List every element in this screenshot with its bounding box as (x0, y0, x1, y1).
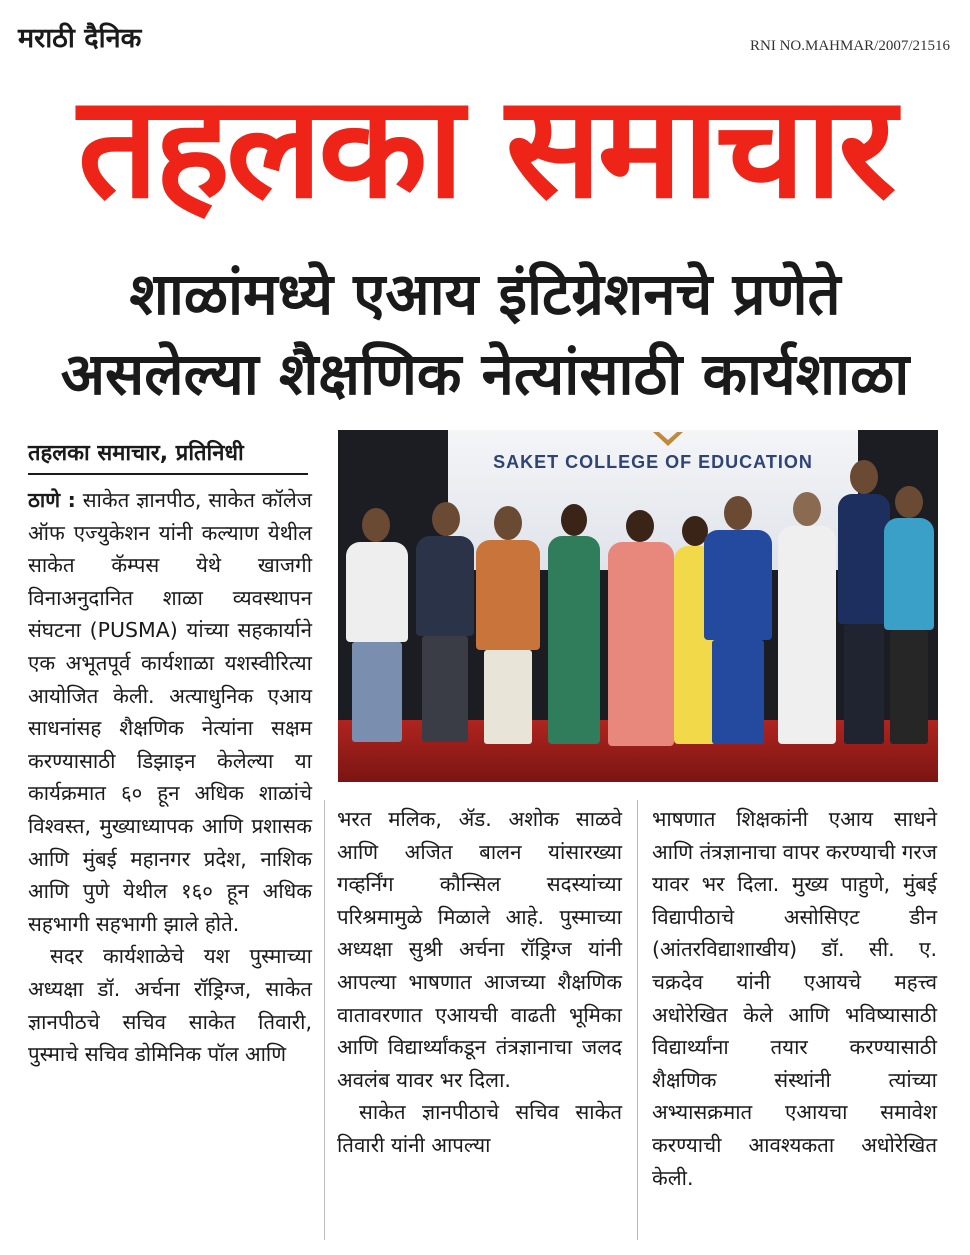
person (604, 510, 678, 748)
paragraph: सदर कार्यशाळेचे यश पुस्माच्या अध्यक्षा डॉ. अर्चना रॉड्रिग्ज, साकेत ज्ञानपीठचे सचिव साकेत तिवारी, पुस्माचे सचिव डोमिनिक पॉल आणि (28, 944, 312, 1067)
person (774, 492, 840, 748)
paragraph-text: साकेत ज्ञानपीठ, साकेत कॉलेज ऑफ एज्युकेशन यांनी कल्याण येथील साकेत कॅम्पस येथे खाजगी विनाअनुदानित शाळा व्यवस्थापन संघटना (PUSMA) यांच्या सहकार्याने एक अभूतपूर्व कार्यशाळा यशस्वीरित्या आयोजित केली. अत्याधुनिक एआय साधनांसह शैक्षणिक नेत्यांना सक्षम करण्यासाठी डिझाइन केलेल्या या कार्यक्रमात ६० हून अधिक शाळांचे विश्वस्त, मुख्याध्यापक आणि प्रशासक आणि मुंबई महानगर प्रदेश, नाशिक आणि पुणे येथील १६० हून अधिक सहभागी सहभागी झाले होते. (28, 488, 312, 936)
headline-line-2: असलेल्या शैक्षणिक नेत्यांसाठी कार्यशाळा (60, 340, 910, 408)
person (544, 504, 604, 748)
paragraph: साकेत ज्ञानपीठाचे सचिव साकेत तिवारी यांनी आपल्या (337, 1100, 622, 1157)
column-divider (637, 800, 638, 1240)
dateline: ठाणे : (28, 488, 76, 512)
article-column-3 (652, 803, 937, 1194)
banner-title: SAKET COLLEGE OF EDUCATION (493, 452, 813, 472)
person (698, 496, 778, 748)
person (342, 508, 412, 748)
rni-number: RNI NO.MAHMAR/2007/21516 (749, 38, 950, 54)
person (472, 506, 544, 748)
newspaper-masthead: तहलका समाचार (77, 65, 893, 230)
newspaper-tagline: मराठी दैनिक (18, 23, 142, 54)
byline: तहलका समाचार, प्रतिनिधी (28, 437, 308, 475)
paragraph: भाषणात शिक्षकांनी एआय साधने आणि तंत्रज्ञानाचा वापर करण्याची गरज यावर भर दिला. मुख्य पाहुणे, मुंबई विद्यापीठाचे असोसिएट डीन (आंतरविद्याशाखीय) डॉ. सी. ए. चक्रदेव यांनी एआयचे महत्त्व अधोरेखित केले आणि भविष्यासाठी विद्यार्थ्यांना तयार करण्यासाठी शैक्षणिक संस्थांनी त्यांच्या अभ्यासक्रमात एआयचा समावेश करण्याची आवश्यकता अधोरेखित केली. (652, 807, 937, 1190)
article-column-1 (28, 484, 312, 1071)
headline-line-1: शाळांमध्ये एआय इंटिग्रेशनचे प्रणेते (129, 260, 841, 328)
person (882, 486, 936, 748)
column-divider (324, 800, 325, 1240)
article-column-2 (337, 803, 622, 1162)
college-logo-icon (653, 432, 683, 448)
event-photo (338, 430, 938, 782)
person (412, 502, 478, 748)
paragraph: भरत मलिक, ॲड. अशोक साळवे आणि अजित बालन यांसारख्या गव्हर्निंग कौन्सिल सदस्यांच्या परिश्रमामुळे मिळाले आहे. पुस्माच्या अध्यक्षा सुश्री अर्चना रॉड्रिग्ज यांनी आपल्या भाषणात आजच्या शैक्षणिक वातावरणात एआयची वाढती भूमिका आणि विद्यार्थ्यांकडून तंत्रज्ञानाचा जलद अवलंब यावर भर दिला. (337, 807, 622, 1092)
paragraph (28, 484, 312, 940)
